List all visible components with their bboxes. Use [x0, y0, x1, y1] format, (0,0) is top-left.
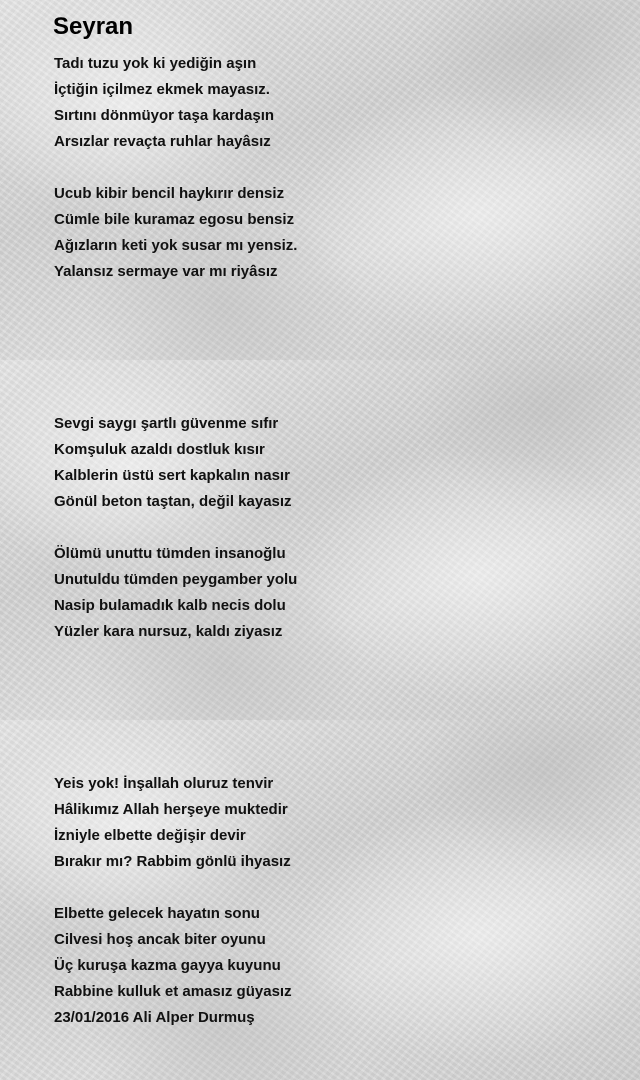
poem-line: Tadı tuzu yok ki yediğin aşın — [54, 55, 257, 72]
poem-line: Yüzler kara nursuz, kaldı ziyasız — [54, 623, 283, 640]
poem-line: Ölümü unuttu tümden insanoğlu — [54, 545, 286, 562]
poem-panel-1 — [0, 0, 640, 360]
poem-line: İzniyle elbette değişir devir — [54, 827, 246, 844]
poem-signature: 23/01/2016 Ali Alper Durmuş — [54, 1009, 255, 1026]
stanza-5 — [54, 771, 291, 875]
poem-panel-2 — [0, 360, 640, 720]
poem-line: Elbette gelecek hayatın sonu — [54, 905, 260, 922]
poem-line: Arsızlar revaçta ruhlar hayâsız — [54, 133, 271, 150]
poem-panel-3 — [0, 720, 640, 1080]
stanza-3 — [54, 411, 292, 515]
poem-line: Komşuluk azaldı dostluk kısır — [54, 441, 265, 458]
poem-line: Nasip bulamadık kalb necis dolu — [54, 597, 286, 614]
stanza-4 — [54, 541, 297, 645]
poem-line: Sırtını dönmüyor taşa kardaşın — [54, 107, 275, 124]
poem-line: Yeis yok! İnşallah oluruz tenvir — [54, 775, 274, 792]
poem-line: Cilvesi hoş ancak biter oyunu — [54, 931, 266, 948]
stanza-6 — [54, 901, 292, 1031]
stanza-2 — [54, 181, 297, 285]
poem-line: Gönül beton taştan, değil kayasız — [54, 493, 292, 510]
poem-line: Hâlikımız Allah herşeye muktedir — [54, 801, 288, 818]
poem-line: Ağızların keti yok susar mı yensiz. — [54, 237, 298, 254]
poem-line: Ucub kibir bencil haykırır densiz — [54, 185, 285, 202]
poem-line: Unutuldu tümden peygamber yolu — [54, 571, 298, 588]
poem-line: Kalblerin üstü sert kapkalın nasır — [54, 467, 290, 484]
poem-line: Yalansız sermaye var mı riyâsız — [54, 263, 278, 280]
poem-line: Bırakır mı? Rabbim gönlü ihyasız — [54, 853, 291, 870]
stanza-1 — [54, 51, 274, 155]
poem-line: Sevgi saygı şartlı güvenme sıfır — [54, 415, 279, 432]
poem-line: Üç kuruşa kazma gayya kuyunu — [54, 957, 281, 974]
poem-line: İçtiğin içilmez ekmek mayasız. — [54, 81, 270, 98]
poem-line: Rabbine kulluk et amasız güyasız — [54, 983, 292, 1000]
poem-title: Seyran — [53, 13, 134, 40]
poem-line: Cümle bile kuramaz egosu bensiz — [54, 211, 295, 228]
